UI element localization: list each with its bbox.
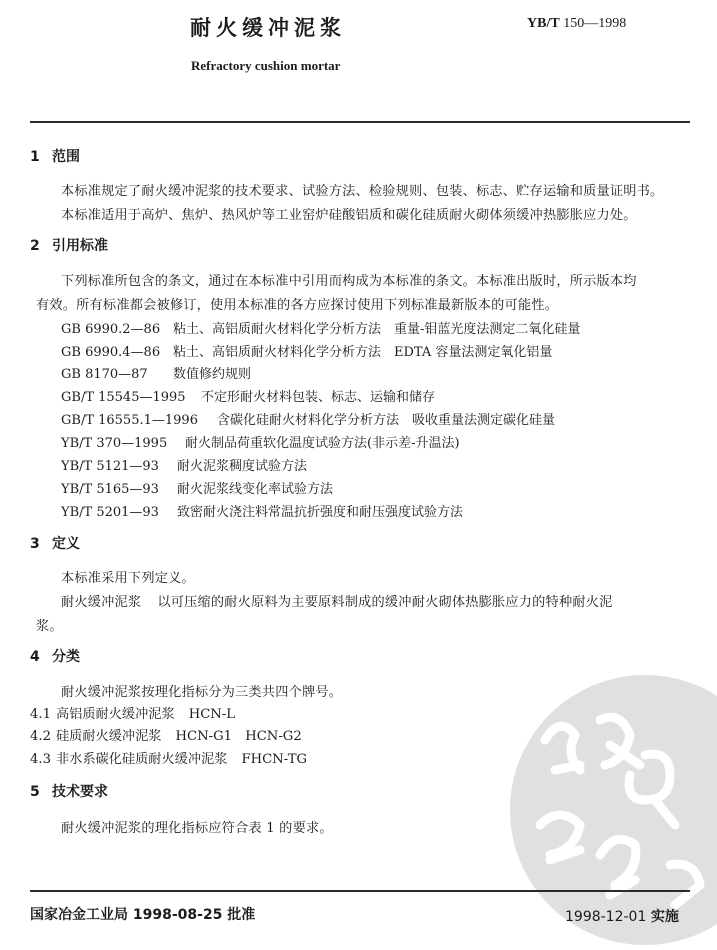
section-5-para-1: 耐火缓冲泥浆的理化指标应符合表 1 的要求。 <box>61 821 333 836</box>
standard-code: 150—1998 <box>563 16 627 31</box>
standard-prefix: YB/T <box>527 16 560 31</box>
reference-item: GB/T 16555.1—1996 含碳化硅耐火材料化学分析方法 吸收重量法测定碳化硅量 <box>61 413 556 428</box>
classification-item: 4.2 硅质耐火缓冲泥浆 HCN-G1 HCN-G2 <box>30 729 302 744</box>
reference-item: GB 8170—87 数值修约规则 <box>61 367 252 382</box>
reference-item: YB/T 5121—93 耐火泥浆稠度试验方法 <box>61 459 308 474</box>
section-3-heading: 3 定义 <box>30 536 80 552</box>
section-1-para-1: 本标准规定了耐火缓冲泥浆的技术要求、试验方法、检验规则、包装、标志、贮存运输和质量证明书。 <box>61 184 664 199</box>
section-4-heading: 4 分类 <box>30 649 80 665</box>
implementation-date: 1998-12-01 实施 <box>565 909 679 925</box>
definition-line-1: 耐火缓冲泥浆 以可压缩的耐火原料为主要原料制成的缓冲耐火砌体热膨胀应力的特种耐火泥 <box>61 595 613 610</box>
document-title: 耐火缓冲泥浆 <box>190 16 346 40</box>
section-2-heading: 2 引用标准 <box>30 238 108 254</box>
defined-term: 耐火缓冲泥浆 <box>61 595 142 610</box>
watermark-seal-icon <box>495 650 717 950</box>
section-2-intro-line-1: 下列标准所包含的条文，通过在本标准中引用而构成为本标准的条文。本标准出版时，所示版本均 <box>61 274 637 289</box>
header-rule <box>30 121 690 123</box>
section-5-heading: 5 技术要求 <box>30 784 108 800</box>
reference-item: YB/T 5201—93 致密耐火浇注料常温抗折强度和耐压强度试验方法 <box>61 505 464 520</box>
section-3-para-1: 本标准采用下列定义。 <box>61 571 195 586</box>
classification-item: 4.1 高铝质耐火缓冲泥浆 HCN-L <box>30 707 236 722</box>
reference-item: YB/T 5165—93 耐火泥浆线变化率试验方法 <box>61 482 334 497</box>
english-title: Refractory cushion mortar <box>191 58 341 73</box>
section-4-para-1: 耐火缓冲泥浆按理化指标分为三类共四个牌号。 <box>61 685 343 700</box>
reference-item: YB/T 370—1995 耐火制品荷重软化温度试验方法(非示差-升温法) <box>61 436 460 451</box>
reference-item: GB/T 15545—1995 不定形耐火材料包装、标志、运输和储存 <box>61 390 436 405</box>
definition-line-2: 浆。 <box>36 619 63 634</box>
reference-item: GB 6990.4—86 粘土、高铝质耐火材料化学分析方法 EDTA 容量法测定氧化铝量 <box>61 345 553 360</box>
standard-number <box>527 16 626 32</box>
section-1-para-2: 本标准适用于高炉、焦炉、热风炉等工业窑炉硅酸铝质和碳化硅质耐火砌体须缓冲热膨胀应力处。 <box>61 208 637 223</box>
section-1-heading: 1 范围 <box>30 149 80 165</box>
section-2-intro-line-2: 有效。所有标准都会被修订，使用本标准的各方应探讨使用下列标准最新版本的可能性。 <box>36 298 559 313</box>
approval-statement: 国家冶金工业局 1998-08-25 批准 <box>30 907 256 923</box>
classification-item: 4.3 非水系碳化硅质耐火缓冲泥浆 FHCN-TG <box>30 752 308 767</box>
reference-item: GB 6990.2—86 粘土、高铝质耐火材料化学分析方法 重量-钼蓝光度法测定二氧化硅量 <box>61 322 581 337</box>
footer-rule <box>30 890 690 892</box>
